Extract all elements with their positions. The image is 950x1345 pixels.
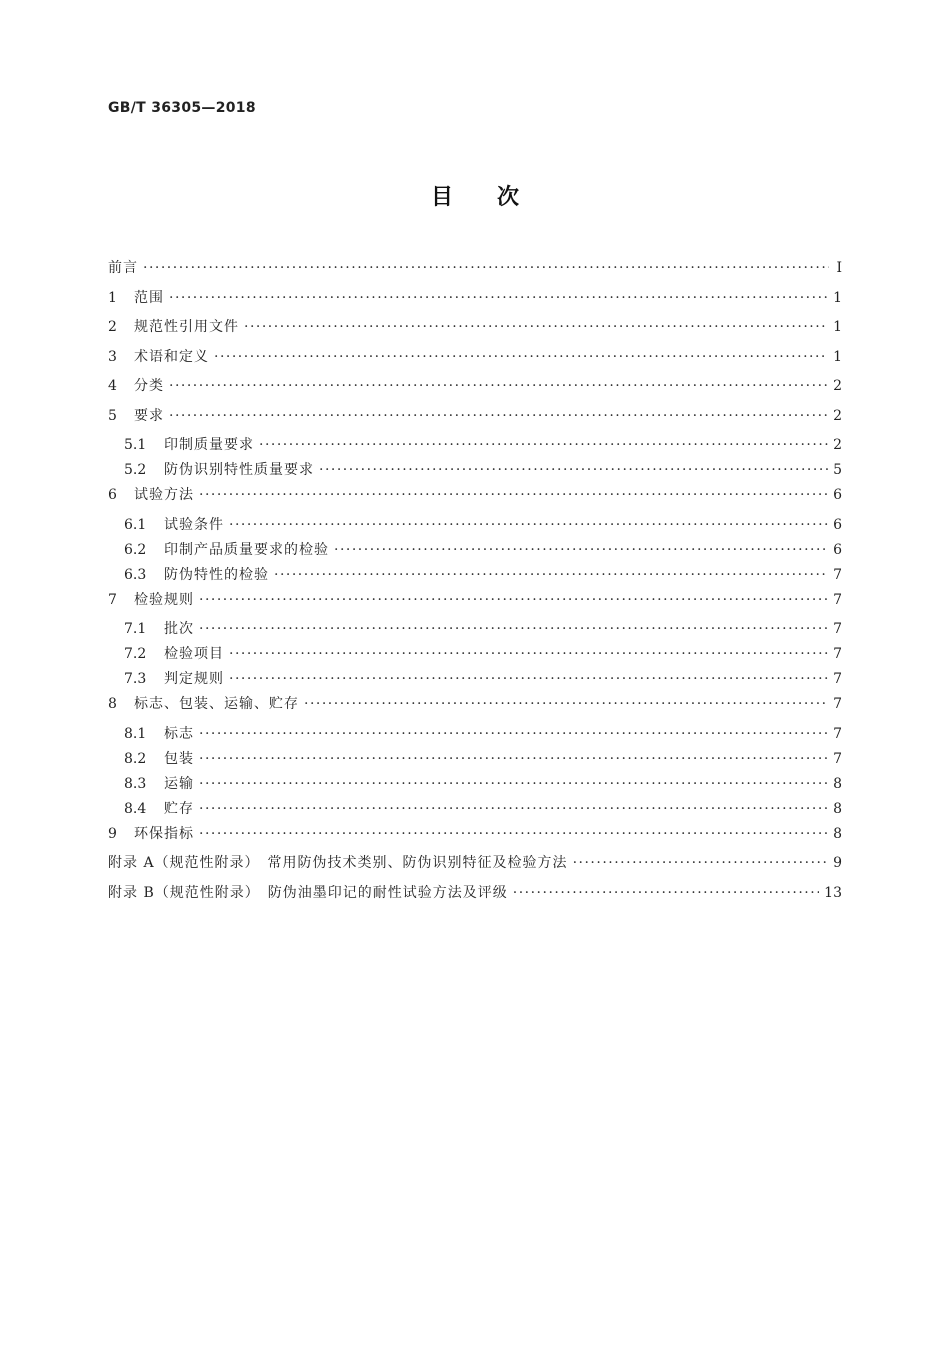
toc-entry-label: 判定规则: [164, 671, 224, 687]
toc-title: 目次: [430, 185, 563, 210]
toc-entry[interactable]: [108, 724, 842, 749]
toc-dot-leader: [169, 376, 828, 396]
toc-entry-number: 3: [108, 348, 117, 365]
toc-entry-page-number: Ⅰ: [836, 260, 842, 276]
toc-dot-leader: [199, 749, 828, 769]
toc-entry[interactable]: [108, 799, 842, 824]
toc-entry-page-number: 1: [833, 319, 842, 335]
toc-dot-leader: [199, 485, 828, 505]
toc-entry[interactable]: [108, 406, 842, 436]
toc-dot-leader: [214, 347, 828, 367]
toc-entry-page-number: 13: [824, 884, 842, 901]
toc-entry-label: 贮存: [164, 800, 194, 817]
toc-entry-page-number: 6: [833, 541, 842, 558]
toc-entry-page-number: 2: [833, 378, 842, 394]
toc-entry-label: 术语和定义: [134, 348, 209, 365]
toc-entry-page-number: 7: [833, 621, 842, 637]
toc-entry-number: 8.4: [124, 800, 147, 817]
toc-entry-page-number: 6: [833, 487, 842, 503]
toc-entry-number: 6: [108, 487, 117, 503]
toc-entry[interactable]: [108, 258, 842, 288]
toc-dot-leader: [513, 883, 819, 903]
toc-dot-leader: [229, 669, 828, 689]
toc-entry-label: 防伪特性的检验: [164, 566, 269, 583]
toc-entry[interactable]: [108, 749, 842, 774]
toc-entry-number: 6.2: [124, 541, 147, 558]
toc-dot-leader: [319, 460, 828, 480]
toc-entry-number: 7.1: [124, 621, 147, 637]
toc-dot-leader: [199, 590, 828, 610]
standard-code: GB/T 36305—2018: [108, 100, 256, 116]
toc-entry-label: 运输: [164, 775, 194, 792]
toc-entry-label: 规范性引用文件: [134, 319, 239, 335]
toc-entry[interactable]: [108, 460, 842, 485]
toc-entry-label: 分类: [134, 378, 164, 394]
toc-entry-label: 检验项目: [164, 646, 224, 662]
toc-entry-page-number: 1: [833, 348, 842, 365]
toc-entry-number: 7.3: [124, 671, 147, 687]
toc-entry-number: 1: [108, 289, 117, 306]
toc-entry[interactable]: [108, 565, 842, 590]
toc-dot-leader: [573, 853, 829, 873]
toc-entry-number: 7: [108, 591, 117, 608]
toc-dot-leader: [334, 540, 828, 560]
toc-dot-leader: [229, 644, 828, 664]
toc-entry[interactable]: [108, 347, 842, 377]
toc-entry[interactable]: [108, 288, 842, 318]
toc-entry-page-number: 1: [833, 289, 842, 306]
toc-entry-page-number: 7: [833, 696, 842, 712]
toc-entry-label: 包装: [164, 750, 194, 767]
toc-entry-page-number: 7: [833, 725, 842, 742]
toc-entry[interactable]: [108, 515, 842, 540]
toc-dot-leader: [304, 694, 828, 714]
toc-entry-number: 5.2: [124, 462, 147, 478]
toc-entry[interactable]: [108, 540, 842, 565]
toc-entry-page-number: 7: [833, 671, 842, 687]
toc-dot-leader: [274, 565, 828, 585]
toc-entry-label: 印制质量要求: [164, 437, 254, 453]
toc-dot-leader: [169, 288, 828, 308]
toc-entry[interactable]: [108, 694, 842, 724]
toc-entry-page-number: 5: [833, 462, 842, 478]
toc-entry-page-number: 7: [833, 750, 842, 767]
toc-dot-leader: [199, 824, 828, 844]
toc-entry[interactable]: [108, 435, 842, 460]
toc-entry-page-number: 8: [833, 800, 842, 817]
toc-entry-number: 8: [108, 696, 117, 712]
toc-entry[interactable]: [108, 883, 842, 913]
toc-entry-label: 环保指标: [134, 825, 194, 842]
toc-entry-page-number: 7: [833, 566, 842, 583]
toc-entry-number: 5: [108, 407, 117, 424]
toc-entry-page-number: 2: [833, 407, 842, 424]
toc-entry-page-number: 9: [833, 855, 842, 871]
toc-entry-page-number: 7: [833, 591, 842, 608]
toc-entry-page-number: 8: [833, 775, 842, 792]
toc-entry-label: 附录 A（规范性附录） 常用防伪技术类别、防伪识别特征及检验方法: [108, 855, 568, 871]
toc-entry[interactable]: [108, 590, 842, 620]
toc-entry-label: 标志、包装、运输、贮存: [134, 696, 299, 712]
toc-dot-leader: [259, 435, 828, 455]
toc-entry-label: 试验条件: [164, 516, 224, 533]
toc-entry[interactable]: [108, 644, 842, 669]
toc-entry-label: 要求: [134, 407, 164, 424]
toc-entry-label: 防伪识别特性质量要求: [164, 462, 314, 478]
table-of-contents: [108, 258, 842, 912]
toc-entry-label: 印制产品质量要求的检验: [164, 541, 329, 558]
toc-entry[interactable]: [108, 824, 842, 854]
toc-entry-page-number: 8: [833, 825, 842, 842]
toc-entry[interactable]: [108, 376, 842, 406]
toc-entry-number: 2: [108, 319, 117, 335]
toc-entry[interactable]: [108, 669, 842, 694]
toc-entry-number: 8.1: [124, 725, 147, 742]
toc-dot-leader: [199, 774, 828, 794]
toc-dot-leader: [229, 515, 828, 535]
toc-dot-leader: [143, 258, 829, 278]
toc-dot-leader: [199, 799, 828, 819]
toc-entry-page-number: 2: [833, 437, 842, 453]
toc-entry[interactable]: [108, 619, 842, 644]
toc-entry-label: 前言: [108, 260, 138, 276]
toc-entry-label: 检验规则: [134, 591, 194, 608]
toc-dot-leader: [199, 724, 828, 744]
toc-entry-label: 标志: [164, 725, 194, 742]
toc-dot-leader: [169, 406, 828, 426]
toc-entry-page-number: 7: [833, 646, 842, 662]
toc-entry-number: 8.2: [124, 750, 147, 767]
toc-entry-label: 范围: [134, 289, 164, 306]
toc-entry[interactable]: [108, 485, 842, 515]
toc-entry[interactable]: [108, 774, 842, 799]
toc-entry-number: 6.3: [124, 566, 147, 583]
toc-entry-number: 7.2: [124, 646, 147, 662]
toc-entry-label: 试验方法: [134, 487, 194, 503]
toc-entry-number: 8.3: [124, 775, 147, 792]
toc-entry[interactable]: [108, 853, 842, 883]
toc-entry-number: 6.1: [124, 516, 147, 533]
toc-entry-label: 附录 B（规范性附录） 防伪油墨印记的耐性试验方法及评级: [108, 884, 508, 901]
toc-entry-number: 9: [108, 825, 117, 842]
toc-dot-leader: [199, 619, 828, 639]
toc-entry-label: 批次: [164, 621, 194, 637]
toc-entry-page-number: 6: [833, 516, 842, 533]
toc-entry-number: 4: [108, 378, 117, 394]
toc-entry-number: 5.1: [124, 437, 147, 453]
toc-dot-leader: [244, 317, 828, 337]
toc-entry[interactable]: [108, 317, 842, 347]
